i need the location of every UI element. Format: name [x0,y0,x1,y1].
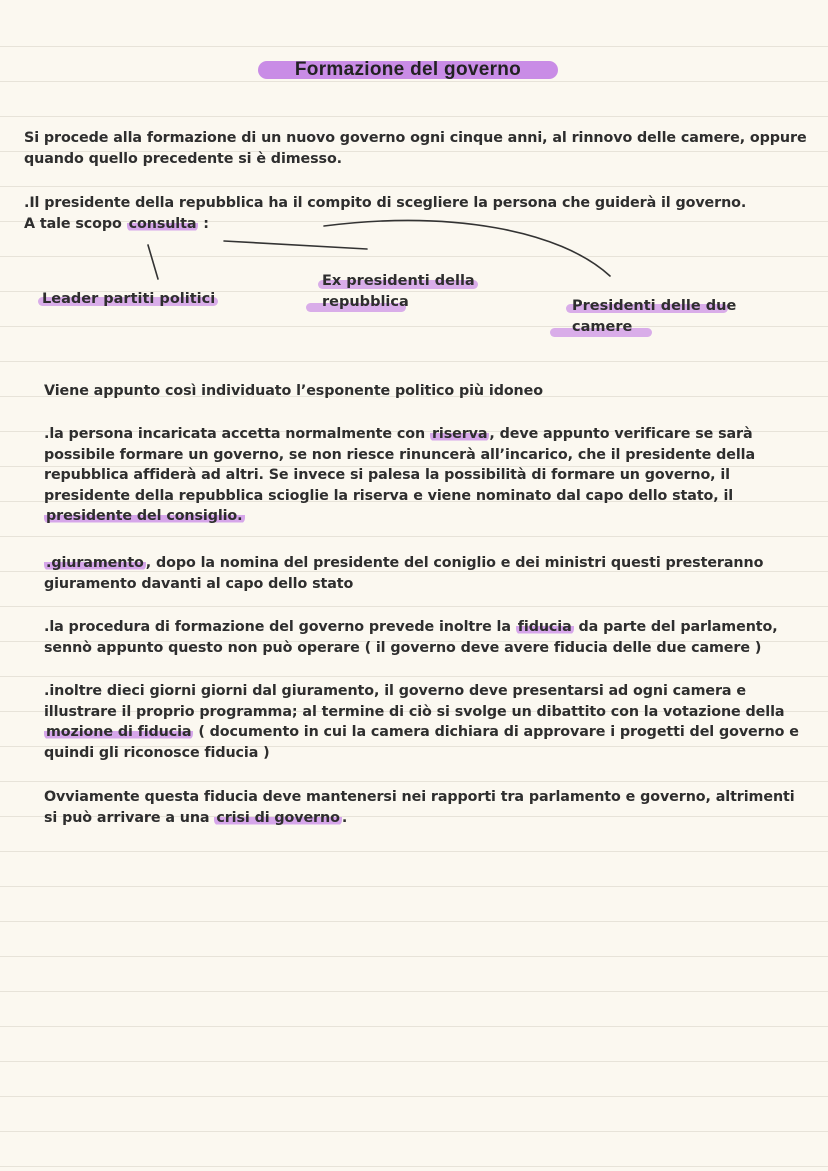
intro-line: quando quello precedente si è dimesso. [24,150,343,167]
highlight-riserva: riserva [431,426,488,442]
highlight-mozione-fiducia: mozione di fiducia [46,724,192,740]
highlight-crisi-governo: crisi di governo [216,809,340,826]
fiducia-paragraph: .la procedura di formazione del governo prevede inoltre la fiducia da parte del parlamento, sennò appunto questo non può operare ( il governo deve avere fiducia delle due camere ) [44,619,778,656]
highlight-consulta: consulta [128,215,197,232]
label-leader-partiti: Leader partiti politici [42,291,216,307]
individuato-line: Viene appunto così individuato l’esponente politico più idoneo [44,383,543,399]
giuramento-paragraph: .giuramento , dopo la nomina del presidente del coniglio e dei ministri questi presteranno giuramento davanti al capo dello stato [44,555,764,592]
intro-line: Si procede alla formazione di un nuovo governo ogni cinque anni, al rinnovo delle camere, oppure [24,130,807,146]
highlight-fiducia: fiducia [517,619,572,635]
president-line: A tale scopo consulta : [24,215,209,232]
crisi-paragraph: Ovviamente questa fiducia deve mantenersi nei rapporti tra parlamento e governo, altrimenti si può arrivare a una crisi di governo . [44,789,795,826]
highlight-giuramento: .giuramento [46,555,144,571]
line-to-leader [148,245,158,279]
label-presidenti-camere: Presidenti delle due camere [572,298,737,335]
mozione-paragraph: .inoltre dieci giorni giorni dal giuramento, il governo deve presentarsi ad ogni camera e illustrare il proprio programma; al termine di ciò si svolge un dibattito con la votazione della mozione di fiducia ( documento in cui la camera dichiara di approvare i progetti del governo e quindi gli riconosce fiducia ) [44,683,799,761]
line-to-ex-presidents [224,241,367,249]
page-title: Formazione del governo [294,59,522,80]
highlight-presidente-consiglio: presidente del consiglio. [46,508,243,524]
riserva-paragraph: .la persona incaricata accetta normalmente con riserva , deve appunto verificare se sarà possibile formare un governo, se non riesce rinuncerà all’incarico, che il presidente della repubblica affiderà ad altri. Se invece si palesa la possibilità di formare un governo, il presidente della repubblica scioglie la riserva e viene nominato dal capo dello stato, il presidente del consiglio. [44,426,756,524]
president-line: .Il presidente della repubblica ha il compito di scegliere la persona che guiderà il governo. [24,195,747,211]
label-ex-presidenti: Ex presidenti della repubblica [322,273,475,310]
